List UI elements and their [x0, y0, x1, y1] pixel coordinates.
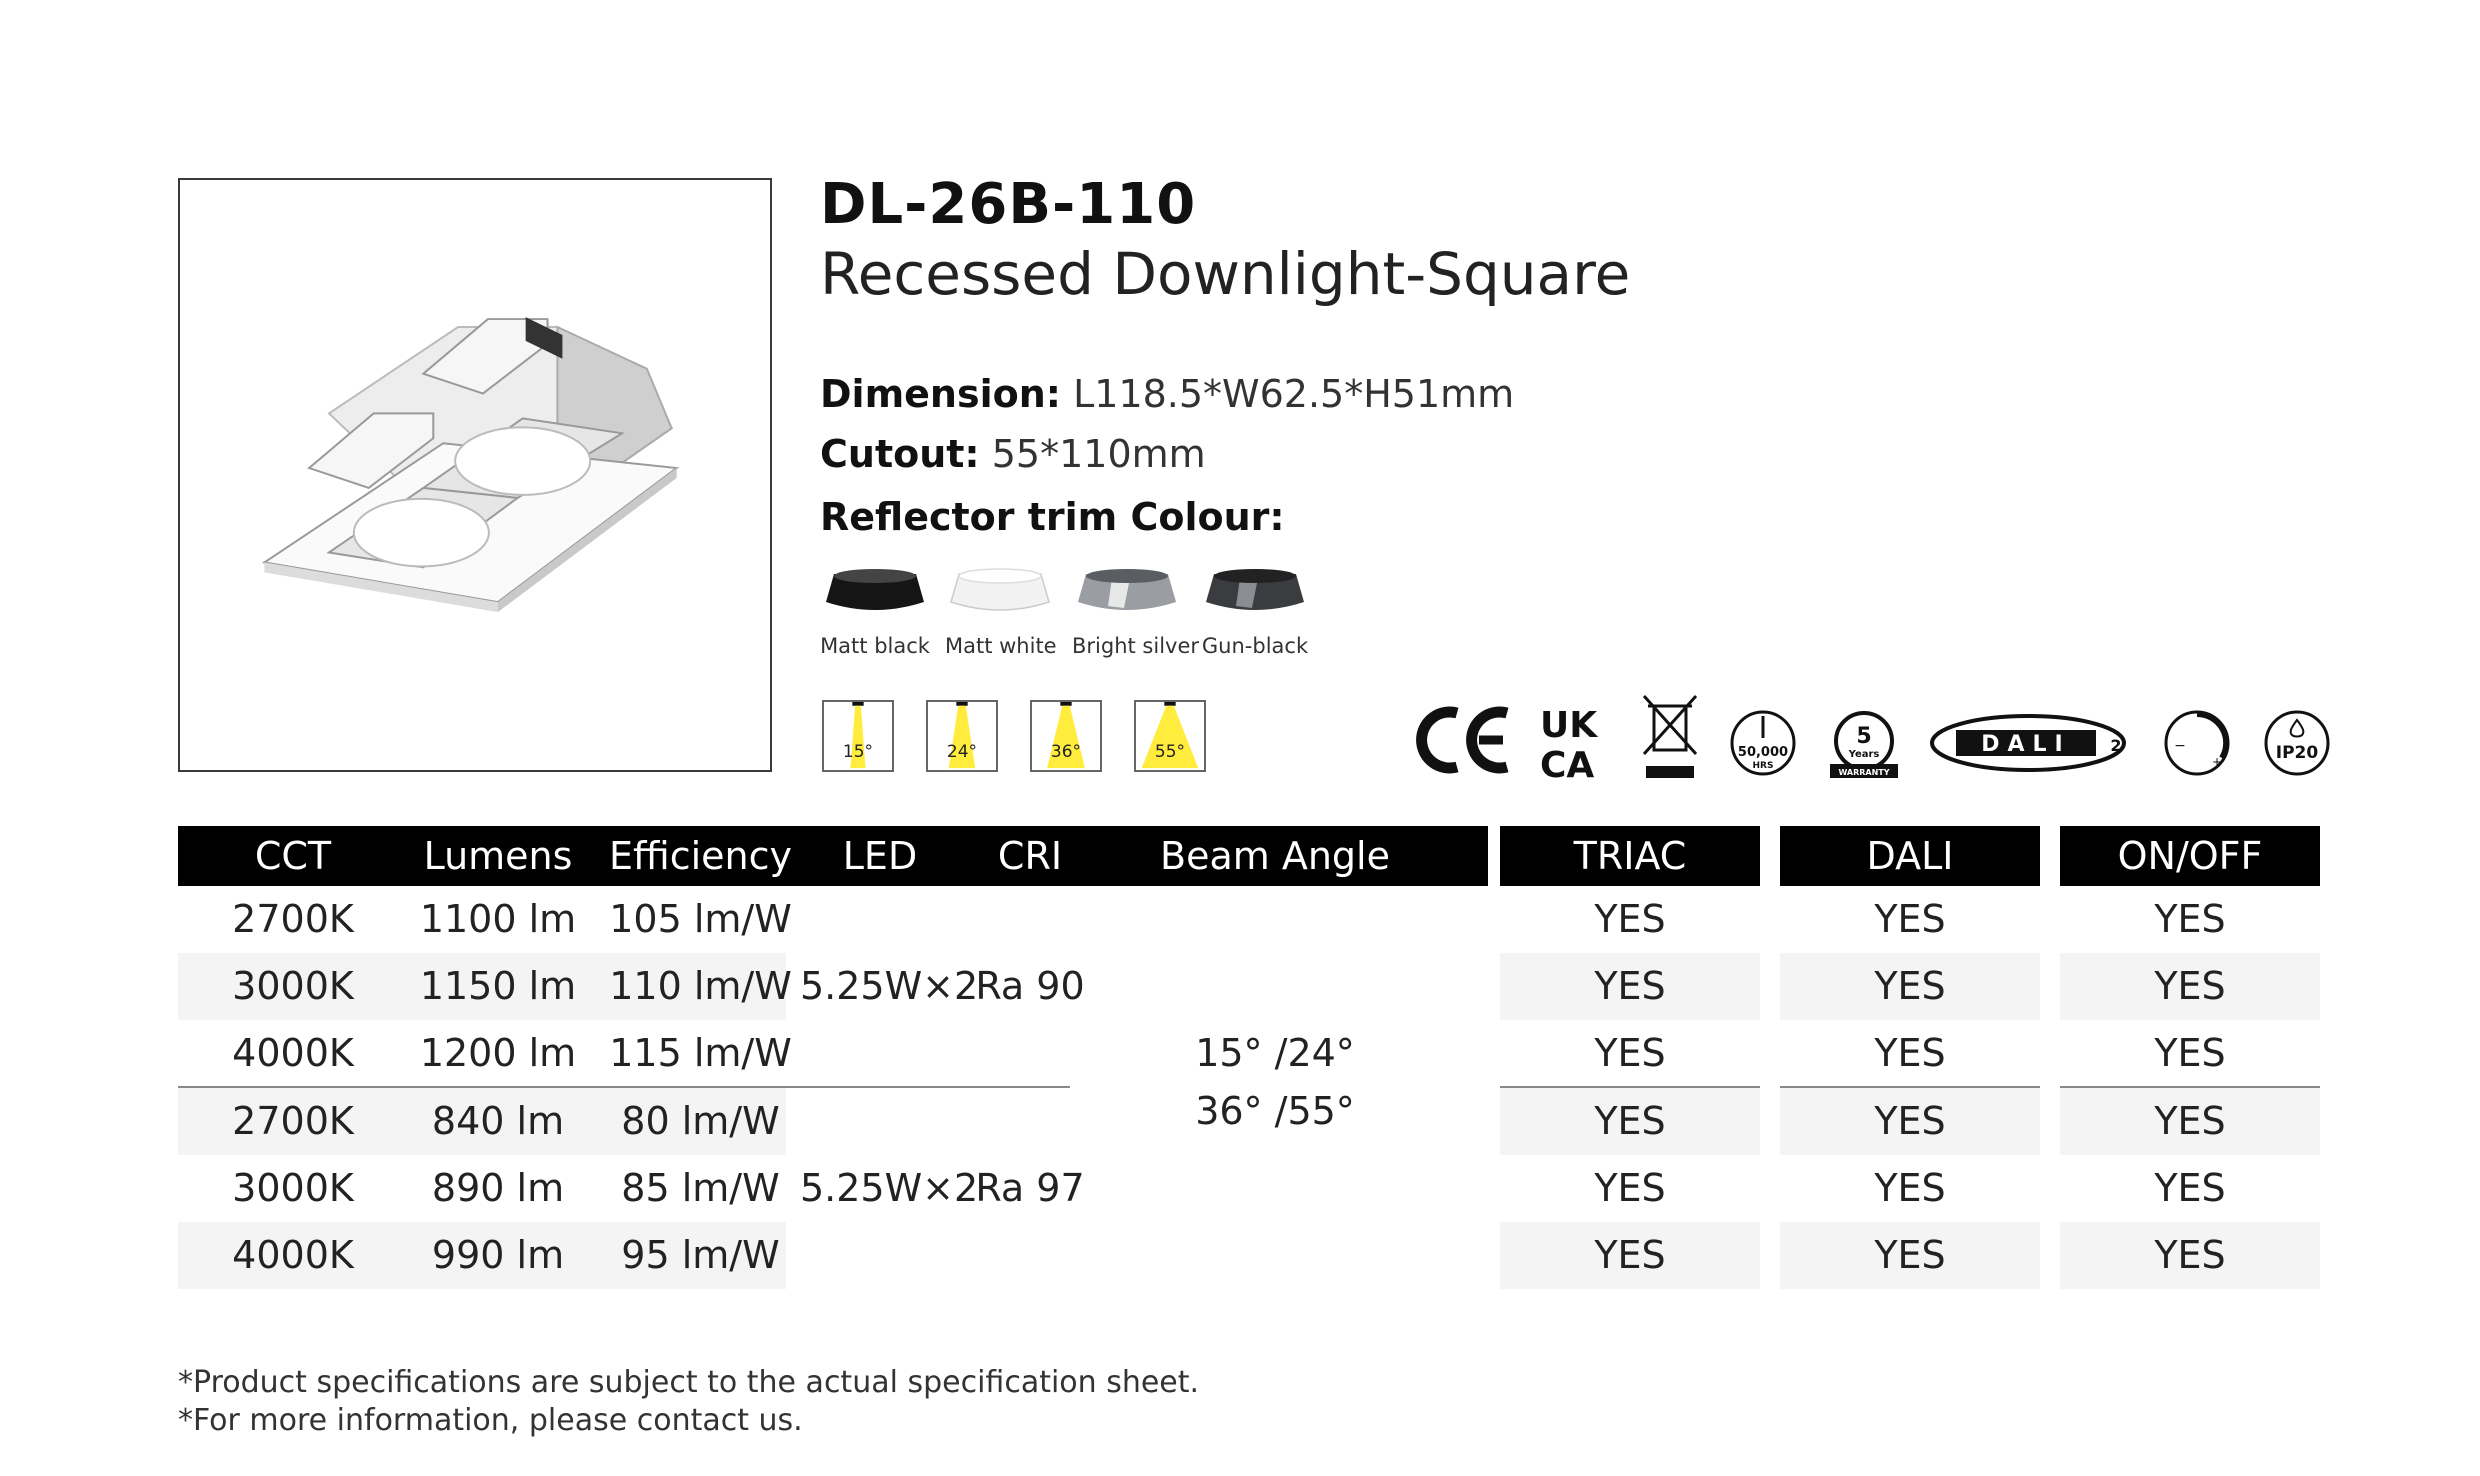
svg-text:CA: CA	[1540, 745, 1595, 779]
svg-text:2: 2	[2110, 736, 2122, 755]
cell-dali: YES	[1874, 964, 1946, 1008]
cell-cri: Ra 97	[975, 1166, 1085, 1210]
spec-cutout	[820, 432, 1206, 476]
cell-lumens: 1150 lm	[419, 964, 577, 1008]
header-onoff: ON/OFF	[2117, 834, 2263, 878]
weee-bin-icon	[1640, 692, 1700, 782]
swatch-matt-black	[820, 560, 930, 670]
beam-label: 36°	[1050, 742, 1082, 762]
product-model: DL-26B-110	[820, 172, 1197, 237]
beam-36-icon	[1030, 700, 1102, 772]
cell-cct: 2700K	[232, 1099, 354, 1143]
ukca-mark-icon	[1540, 705, 1610, 785]
svg-text:UK: UK	[1540, 705, 1598, 746]
header-efficiency: Efficiency	[608, 834, 793, 878]
svg-text:+: +	[2211, 755, 2223, 769]
svg-text:Years: Years	[1848, 749, 1880, 760]
swatch-label: Matt white	[945, 634, 1057, 658]
product-image	[178, 178, 772, 772]
beam-label: 15°	[842, 742, 874, 762]
cell-onoff: YES	[2154, 897, 2226, 941]
svg-text:IP20: IP20	[2275, 743, 2319, 763]
dimension-value: L118.5*W62.5*H51mm	[1073, 372, 1515, 416]
reflector-colour-label: Reflector trim Colour:	[820, 495, 1285, 539]
cell-triac: YES	[1594, 1031, 1666, 1075]
reflector-icon	[945, 560, 1055, 620]
cell-onoff: YES	[2154, 1166, 2226, 1210]
footnote-spec: *Product specifications are subject to the actual specification sheet.	[178, 1365, 1200, 1400]
cell-beam-line2: 36° /55°	[1195, 1089, 1355, 1133]
cell-triac: YES	[1594, 1233, 1666, 1277]
swatch-label: Bright silver	[1072, 634, 1200, 658]
cell-cri: Ra 90	[975, 964, 1085, 1008]
cell-lumens: 1100 lm	[419, 897, 577, 941]
cell-efficiency: 95 lm/W	[621, 1233, 780, 1277]
dimmable-icon	[2162, 708, 2232, 778]
ce-mark-icon	[1415, 705, 1515, 785]
swatch-matt-white	[945, 560, 1055, 670]
cell-triac: YES	[1594, 1166, 1666, 1210]
cell-lumens: 990 lm	[431, 1233, 565, 1277]
cell-cct: 4000K	[232, 1233, 354, 1277]
header-triac: TRIAC	[1573, 834, 1687, 878]
cell-onoff: YES	[2154, 964, 2226, 1008]
cutout-label: Cutout:	[820, 432, 980, 476]
cell-lumens: 840 lm	[431, 1099, 565, 1143]
beam-label: 24°	[946, 742, 978, 762]
beam-label: 55°	[1154, 742, 1186, 762]
beam-15-icon	[822, 700, 894, 772]
svg-text:HRS: HRS	[1752, 761, 1774, 771]
spec-dimension	[820, 372, 1514, 416]
lifetime-icon	[1728, 708, 1798, 778]
swatch-label: Gun-black	[1201, 634, 1309, 658]
header-beam-angle: Beam Angle	[1160, 834, 1390, 878]
cutout-value: 55*110mm	[991, 432, 1206, 476]
swatch-bright-silver	[1072, 560, 1200, 670]
cell-led: 5.25W×2	[800, 964, 979, 1008]
header-dali: DALI	[1866, 834, 1954, 878]
downlight-illustration	[180, 180, 770, 770]
cell-triac: YES	[1594, 964, 1666, 1008]
cell-lumens: 890 lm	[431, 1166, 565, 1210]
cell-led: 5.25W×2	[800, 1166, 979, 1210]
header-lumens: Lumens	[423, 834, 573, 878]
cell-cct: 3000K	[232, 964, 354, 1008]
cell-beam-line1: 15° /24°	[1195, 1031, 1355, 1075]
header-cct: CCT	[254, 834, 332, 878]
cell-cct: 2700K	[232, 897, 354, 941]
cell-triac: YES	[1594, 897, 1666, 941]
beam-24-icon	[926, 700, 998, 772]
cell-efficiency: 80 lm/W	[621, 1099, 780, 1143]
cell-dali: YES	[1874, 1233, 1946, 1277]
reflector-icon	[1072, 560, 1182, 620]
cell-dali: YES	[1874, 1099, 1946, 1143]
cell-efficiency: 110 lm/W	[609, 964, 792, 1008]
cell-onoff: YES	[2154, 1233, 2226, 1277]
beam-55-icon	[1134, 700, 1206, 772]
warranty-icon	[1826, 708, 1902, 780]
cell-efficiency: 105 lm/W	[609, 897, 792, 941]
dimension-label: Dimension:	[820, 372, 1061, 416]
cell-cct: 3000K	[232, 1166, 354, 1210]
header-led: LED	[842, 834, 918, 878]
swatch-label: Matt black	[820, 634, 930, 658]
header-cri: CRI	[997, 834, 1063, 878]
cell-efficiency: 85 lm/W	[621, 1166, 780, 1210]
svg-text:−: −	[2174, 738, 2186, 754]
svg-text:5: 5	[1856, 724, 1872, 749]
cell-triac: YES	[1594, 1099, 1666, 1143]
cell-efficiency: 115 lm/W	[609, 1031, 792, 1075]
cell-onoff: YES	[2154, 1099, 2226, 1143]
cell-lumens: 1200 lm	[419, 1031, 577, 1075]
product-name: Recessed Downlight-Square	[820, 240, 1631, 308]
swatch-gun-black	[1200, 560, 1310, 670]
cell-dali: YES	[1874, 1031, 1946, 1075]
svg-text:DALI: DALI	[1981, 732, 2071, 757]
svg-text:50,000: 50,000	[1737, 745, 1789, 760]
cell-cct: 4000K	[232, 1031, 354, 1075]
cell-onoff: YES	[2154, 1031, 2226, 1075]
dali-icon	[1928, 712, 2138, 774]
reflector-icon	[1200, 560, 1310, 620]
svg-text:WARRANTY: WARRANTY	[1838, 768, 1890, 777]
footnote-contact: *For more information, please contact us.	[178, 1403, 803, 1438]
reflector-icon	[820, 560, 930, 620]
cell-dali: YES	[1874, 897, 1946, 941]
ip-rating-icon	[2262, 708, 2332, 778]
cell-dali: YES	[1874, 1166, 1946, 1210]
